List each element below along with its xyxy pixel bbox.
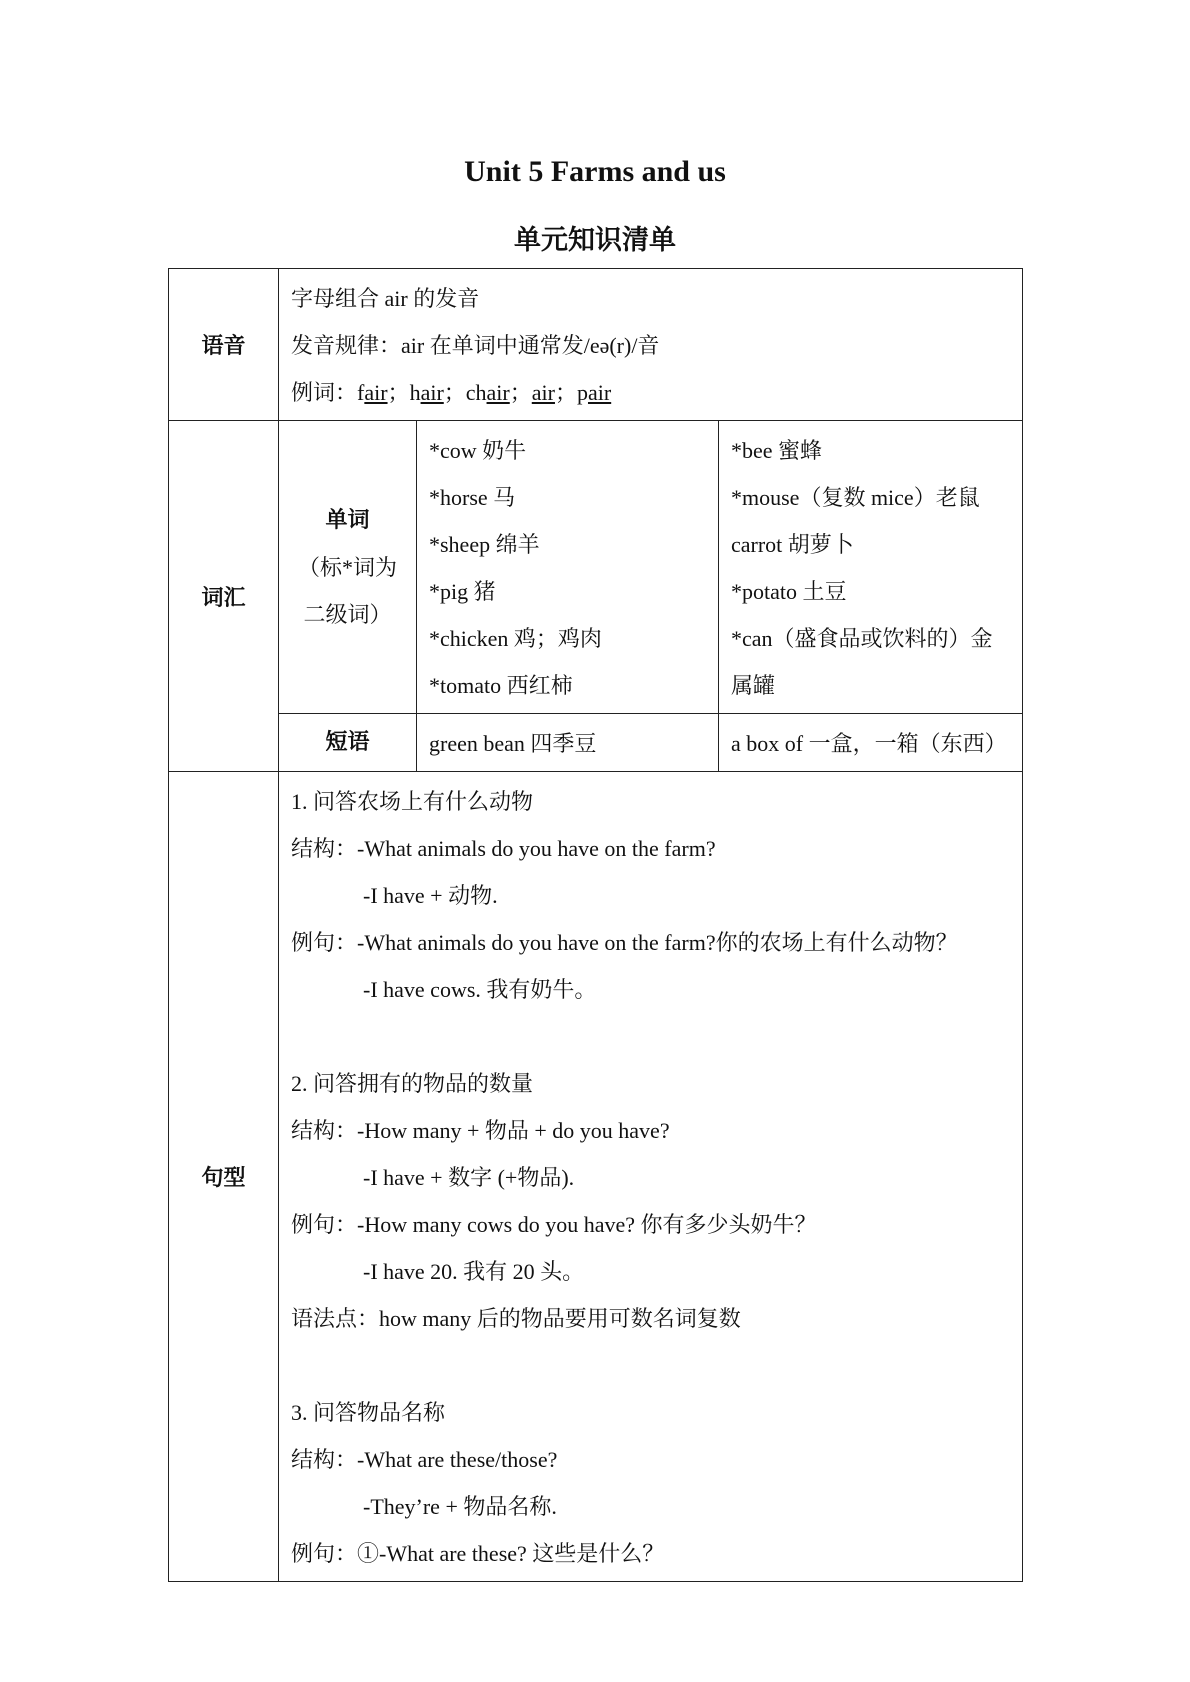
example-word: hair [409, 380, 444, 405]
vocab-word: *mouse（复数 mice）老鼠 [731, 485, 980, 510]
separator: ； [554, 380, 577, 405]
words-header: 单词 [325, 507, 370, 533]
vocab-words-row [169, 421, 1023, 714]
pronunciation-line-2: 发音规律：air 在单词中通常发/eə(r)/音 [291, 333, 660, 358]
phrase-2 [719, 714, 1023, 772]
vocab-word: *sheep 绵羊 [429, 532, 540, 557]
pattern-1-title: 1. 问答农场上有什么动物 [291, 789, 534, 814]
knowledge-table [168, 268, 1023, 1582]
vocab-word: *potato 土豆 [731, 579, 847, 604]
pronunciation-header: 语音 [169, 269, 279, 421]
example-word: chair [465, 380, 510, 405]
pattern-3-title: 3. 问答物品名称 [291, 1400, 446, 1425]
vocab-word: carrot 胡萝卜 [731, 532, 854, 557]
phrase-text: green bean 四季豆 [429, 731, 597, 756]
words-column-2 [719, 421, 1023, 714]
pronunciation-examples [291, 369, 1012, 416]
pattern-3-structure: 结构：-What are these/those? [291, 1447, 558, 1472]
pattern-1-structure: 结构：-What animals do you have on the farm? [291, 836, 716, 861]
words-note-1: （标*词为 [297, 554, 397, 580]
sentences-header: 句型 [169, 772, 279, 1582]
phrases-header-cell [279, 714, 417, 772]
pattern-2-title: 2. 问答拥有的物品的数量 [291, 1071, 534, 1096]
pattern-1-example-answer: -I have cows. 我有奶牛。 [363, 977, 597, 1002]
words-note-2: 二级词） [303, 601, 392, 627]
examples-label: 例词： [291, 380, 358, 405]
words-column-1 [417, 421, 719, 714]
example-word-list [357, 380, 611, 405]
pronunciation-row [169, 269, 1023, 421]
pronunciation-content [279, 269, 1023, 421]
phrases-header: 短语 [325, 730, 370, 755]
pattern-2-structure: 结构：-How many + 物品 + do you have? [291, 1118, 670, 1143]
vocab-word: *horse 马 [429, 485, 516, 510]
vocab-header: 词汇 [169, 421, 279, 772]
spacer [291, 1013, 1012, 1060]
pattern-2-example: 例句：-How many cows do you have? 你有多少头奶牛？ [291, 1212, 817, 1237]
vocab-word: *cow 奶牛 [429, 438, 527, 463]
vocab-word: *pig 猪 [429, 579, 496, 604]
example-word: air [531, 380, 555, 405]
pattern-1-structure-answer: -I have + 动物. [363, 883, 498, 908]
separator: ； [509, 380, 532, 405]
separator: ； [387, 380, 410, 405]
phrase-1 [417, 714, 719, 772]
sentences-row [169, 772, 1023, 1582]
vocab-word: *can（盛食品或饮料的）金属罐 [731, 626, 993, 698]
vocab-word: *tomato 西红柿 [429, 673, 573, 698]
example-word: fair [357, 380, 388, 405]
example-word: pair [576, 380, 612, 405]
words-header-cell [279, 421, 417, 714]
pattern-2-structure-answer: -I have + 数字 (+物品). [363, 1165, 575, 1190]
pattern-3-example: 例句：①-What are these? 这些是什么？ [291, 1541, 665, 1566]
sentences-content [279, 772, 1023, 1582]
spacer [291, 1342, 1012, 1389]
pronunciation-line-1: 字母组合 air 的发音 [291, 286, 480, 311]
pattern-2-example-answer: -I have 20. 我有 20 头。 [363, 1259, 585, 1284]
pattern-3-structure-answer: -They’re + 物品名称. [363, 1494, 557, 1519]
vocab-word: *bee 蜜蜂 [731, 438, 823, 463]
document-title: Unit 5 Farms and us [464, 155, 726, 188]
document-subtitle: 单元知识清单 [514, 225, 676, 256]
phrase-text: a box of 一盒，一箱（东西） [731, 731, 1007, 756]
pattern-2-grammar-note: 语法点：how many 后的物品要用可数名词复数 [291, 1306, 741, 1331]
pattern-1-example: 例句：-What animals do you have on the farm?你的农场上有什么动物？ [291, 930, 958, 955]
vocab-phrases-row [169, 714, 1023, 772]
separator: ； [443, 380, 466, 405]
vocab-word: *chicken 鸡；鸡肉 [429, 626, 602, 651]
